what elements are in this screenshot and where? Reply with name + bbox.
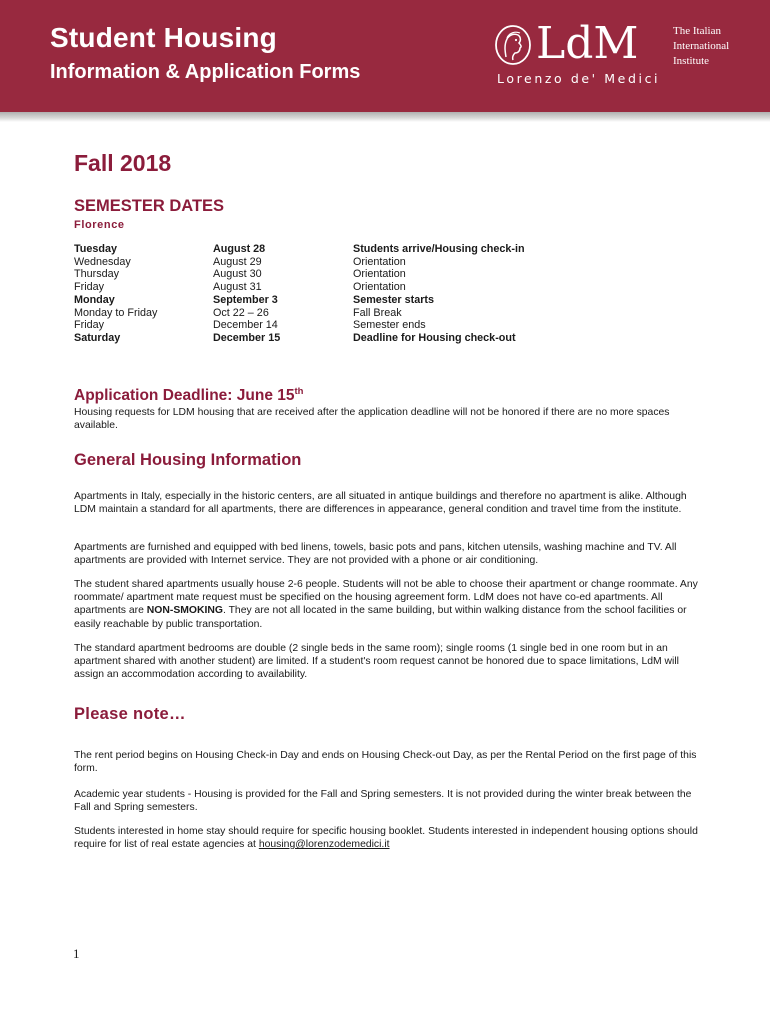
schedule-date: Oct 22 – 26: [213, 306, 269, 319]
semester-location: Florence: [74, 219, 125, 231]
paragraph-text: Students interested in home stay should require for specific housing booklet. Students interested in independent housing options should require for list of real estate agencies at: [74, 826, 698, 851]
schedule-date: August 29: [213, 255, 262, 268]
schedule-row: [74, 307, 525, 320]
schedule-event: Fall Break: [353, 306, 402, 319]
application-deadline-heading: [74, 386, 303, 405]
deadline-paragraph-block: [74, 406, 700, 432]
paragraph-text: . They are not all located in the same building, but within walking distance from the school facilities or easily reachable by public transportation.: [74, 605, 687, 630]
season-title: Fall 2018: [74, 150, 172, 176]
paragraph: Apartments in Italy, especially in the historic centers, are all situated in antique buildings and therefore no apartment is alike. Although LDM maintain a standard for all apartments, there are differences in appearance, general condition and travel time from the institute.: [74, 491, 687, 516]
schedule-row: [74, 294, 525, 307]
schedule-day: Saturday: [74, 331, 121, 344]
header-banner: [0, 0, 770, 112]
paragraph: [74, 578, 700, 631]
ldm-logo-mark: LdM: [536, 18, 639, 69]
general-info-p4: [74, 642, 700, 682]
paragraph: The rent period begins on Housing Check-in Day and ends on Housing Check-out Day, as per the Rental Period on the first page of this form.: [74, 750, 697, 775]
schedule-date: August 28: [213, 243, 266, 255]
general-info-p1: [74, 490, 700, 516]
paragraph-text: The student shared apartments usually house 2-6 people. Students will not be able to choose their apartment or change roommate. Any roommate/ apartment mate request must be specified on the housing agreement form. LdM does not have co-ed apartments. All apartments are: [74, 579, 698, 617]
document-title: Student Housing: [50, 22, 277, 53]
paragraph: [74, 825, 700, 851]
paragraph: Academic year students - Housing is provided for the Fall and Spring semesters. It is not provided during the winter break between the Fall and Spring semesters.: [74, 789, 692, 814]
schedule-day: Monday to Friday: [74, 306, 158, 319]
schedule-day: Friday: [74, 281, 104, 294]
institute-name: Lorenzo de' Medici: [497, 71, 661, 86]
document-subtitle: Information & Application Forms: [50, 61, 361, 83]
institute-line: International: [673, 40, 730, 52]
housing-email-link[interactable]: housing@lorenzodemedici.it: [258, 839, 390, 851]
paragraph: Apartments are furnished and equipped with bed linens, towels, basic pots and pans, kitchen utensils, washing machine and TV. All apartments are provided with Internet service. They are not provided with a phone or air conditioning.: [74, 542, 677, 567]
schedule-date: December 14: [213, 319, 278, 332]
non-smoking-emphasis: NON-SMOKING: [146, 605, 223, 617]
please-note-p3: [74, 825, 700, 851]
deadline-ordinal-suffix: th: [294, 386, 304, 397]
semester-schedule-table: [74, 243, 525, 345]
institute-line: Institute: [673, 55, 710, 67]
please-note-p1: [74, 749, 700, 775]
schedule-event: Orientation: [353, 281, 406, 294]
deadline-paragraph: Housing requests for LDM housing that are received after the application deadline will not be honored if there are no more spaces available.: [74, 407, 670, 432]
general-info-heading: General Housing Information: [74, 451, 302, 469]
schedule-row: [74, 319, 525, 332]
schedule-day: Monday: [74, 293, 115, 306]
schedule-event: Semester ends: [353, 319, 426, 332]
page-number: 1: [73, 946, 80, 961]
schedule-day: Thursday: [74, 268, 120, 281]
schedule-day: Wednesday: [74, 255, 131, 268]
medici-seal-icon: [494, 24, 532, 66]
schedule-day: Tuesday: [74, 243, 118, 255]
schedule-date: September 3: [213, 293, 278, 306]
general-info-p3: [74, 578, 700, 631]
schedule-row: [74, 268, 525, 281]
schedule-event: Students arrive/Housing check-in: [353, 243, 525, 255]
schedule-date: August 30: [213, 268, 262, 281]
schedule-row: [74, 256, 525, 269]
schedule-row: [74, 243, 525, 256]
schedule-event: Deadline for Housing check-out: [353, 331, 516, 344]
institute-line: The Italian: [673, 25, 721, 37]
semester-dates-heading: SEMESTER DATES: [74, 197, 225, 215]
institute-label: [673, 24, 729, 69]
please-note-heading: Please note…: [74, 705, 186, 723]
please-note-p2: [74, 788, 700, 814]
deadline-heading-text: Application Deadline: June 15: [74, 387, 295, 405]
schedule-date: December 15: [213, 331, 281, 344]
schedule-day: Friday: [74, 319, 104, 332]
schedule-event: Orientation: [353, 255, 406, 268]
schedule-row: [74, 332, 525, 345]
schedule-event: Semester starts: [353, 293, 435, 306]
schedule-row: [74, 281, 525, 294]
general-info-p2: [74, 541, 700, 567]
header-shadow: [0, 112, 770, 122]
schedule-date: August 31: [213, 281, 262, 294]
paragraph: The standard apartment bedrooms are double (2 single beds in the same room); single rooms (1 single bed in one room but in an apartment shared with another student) are limited. If a student's room request cannot be honored due to space limitations, LdM will assign an accommodation according to availability.: [74, 643, 679, 681]
schedule-event: Orientation: [353, 268, 406, 281]
